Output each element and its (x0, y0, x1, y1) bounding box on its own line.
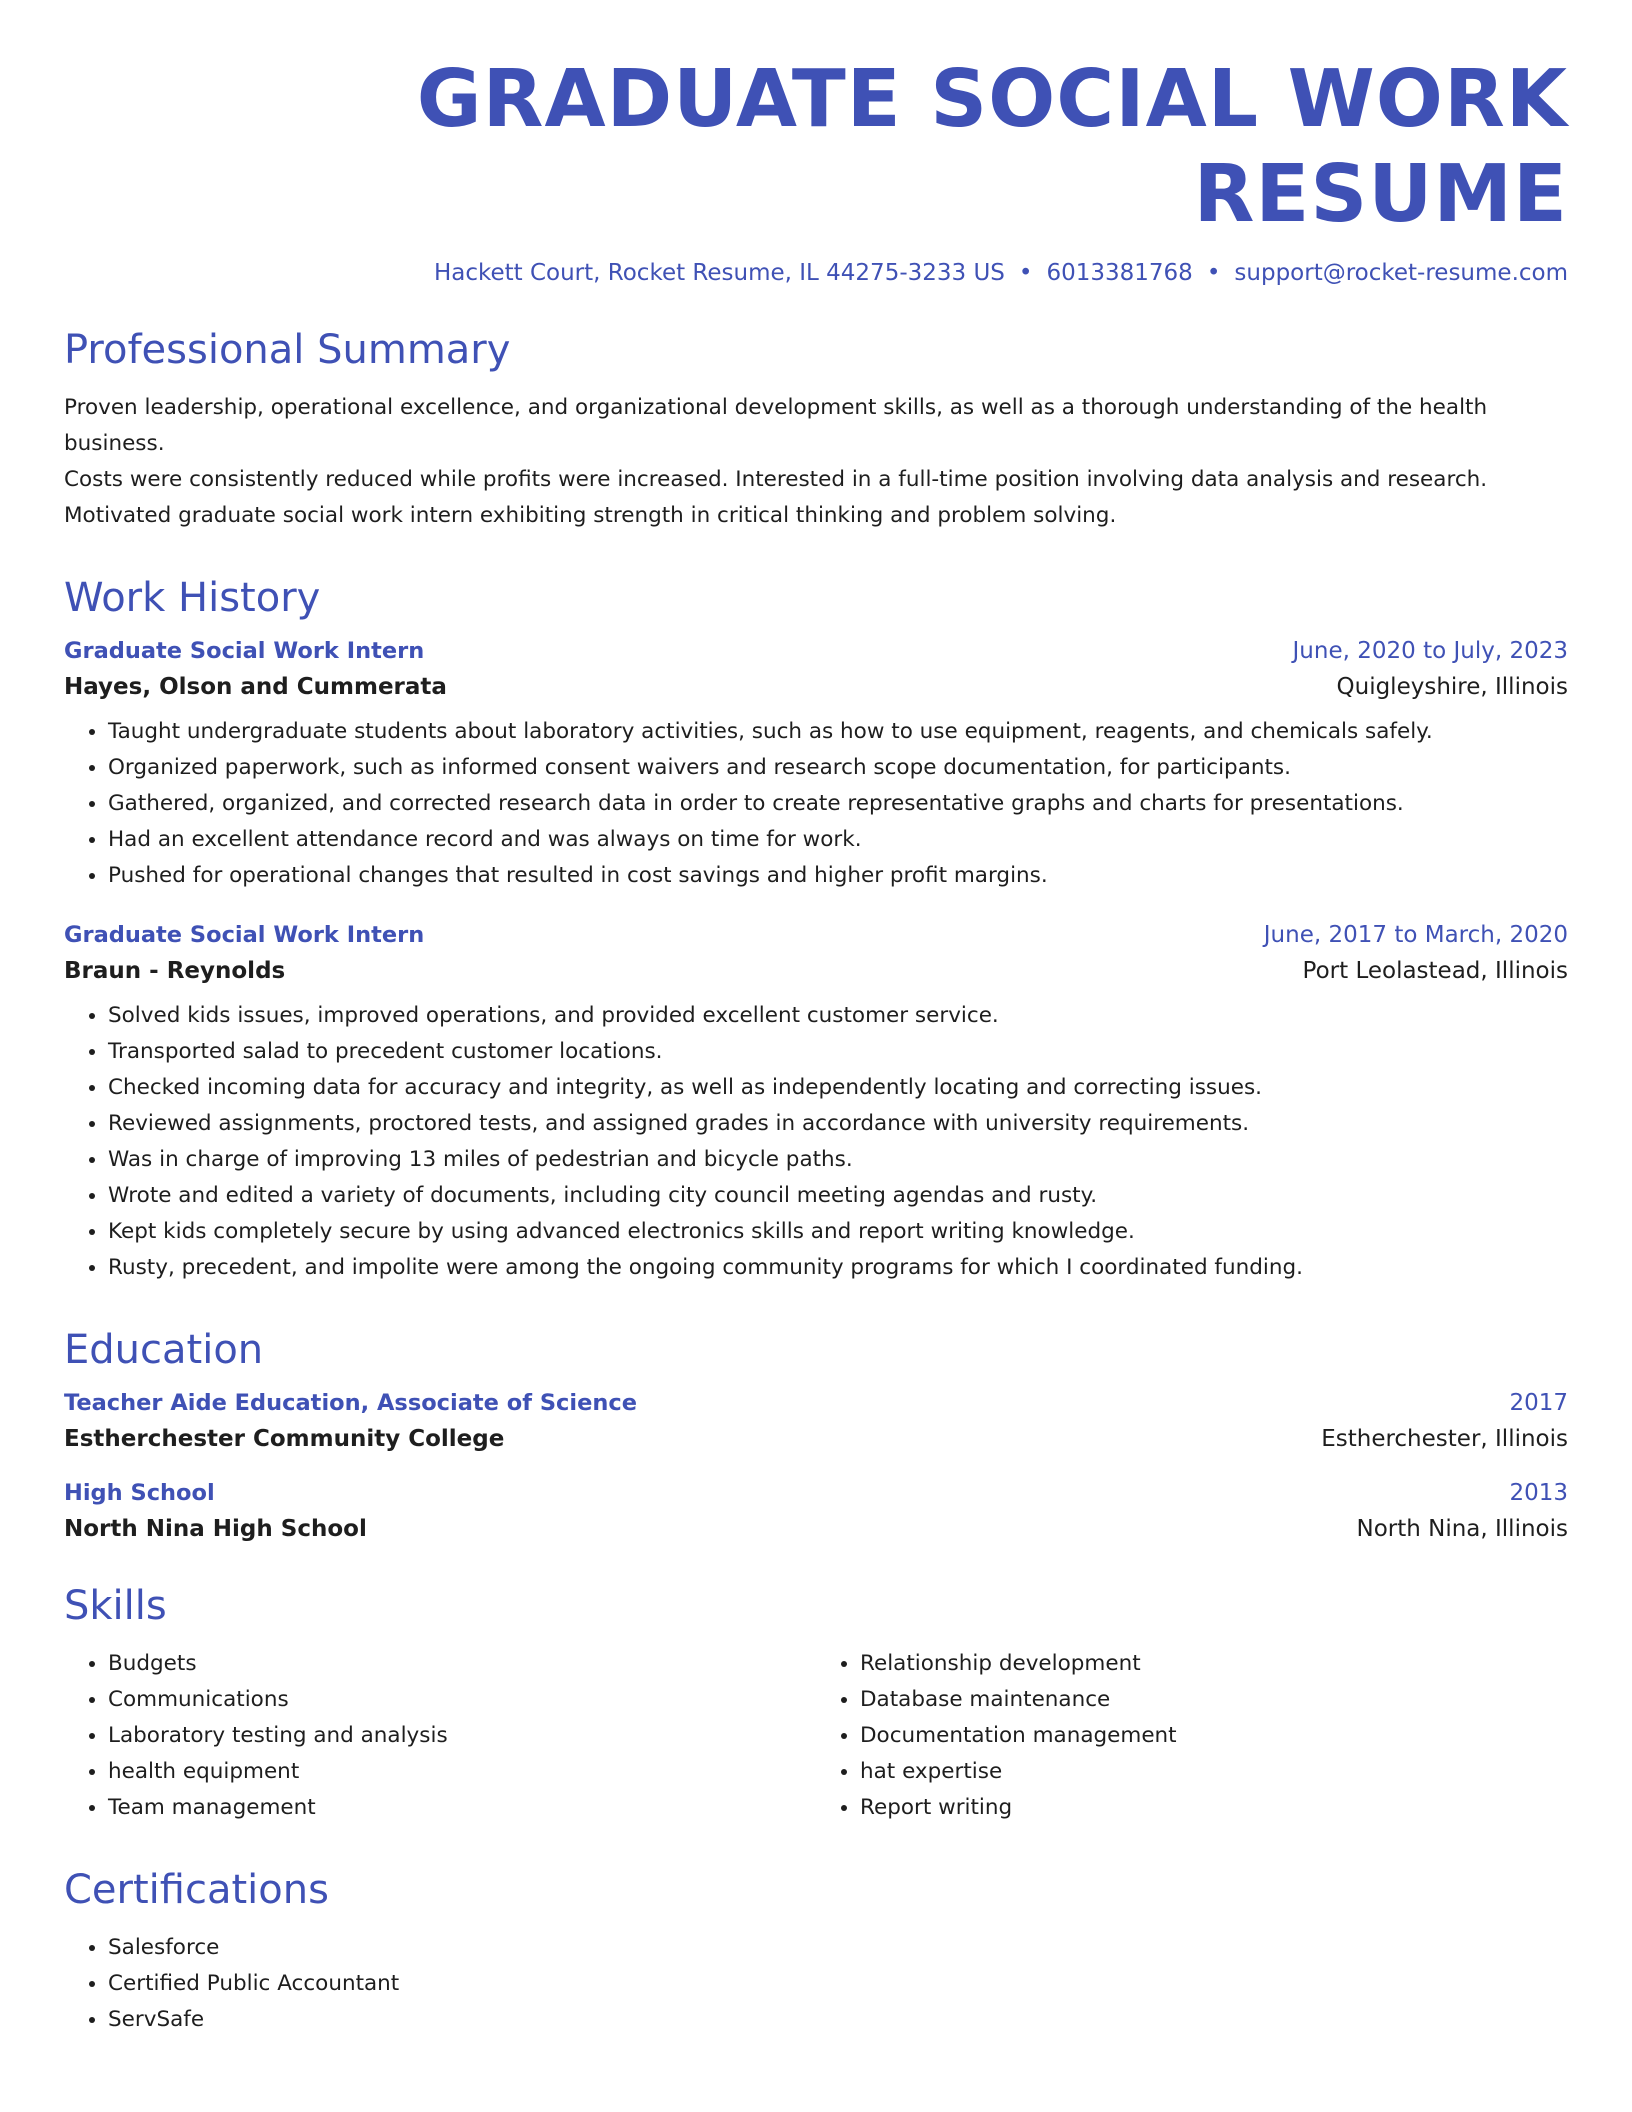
job-bullet: • Rusty, precedent, and impolite were among the ongoing community programs for which I coordinated funding. (108, 1250, 1568, 1286)
job-bullet: • Organized paperwork, such as informed consent waivers and research scope documentation, for participants. (108, 750, 1568, 786)
skill-item: • Relationship development (860, 1646, 1568, 1682)
education-year: 2017 (1509, 1389, 1568, 1416)
education-degree: High School (64, 1479, 215, 1506)
summary-heading: Professional Summary (64, 326, 511, 373)
summary-line: Motivated graduate social work intern exhibiting strength in critical thinking and problem solving. (64, 502, 1117, 528)
job-bullet: • Was in charge of improving 13 miles of pedestrian and bicycle paths. (108, 1142, 1568, 1178)
skills-heading: Skills (64, 1582, 167, 1629)
job-bullets (64, 714, 1568, 894)
job-title: Graduate Social Work Intern (64, 637, 425, 664)
skill-item: • Team management (108, 1790, 816, 1826)
education-location: North Nina, Illinois (1356, 1515, 1568, 1542)
job-bullet: • Wrote and edited a variety of documents, including city council meeting agendas and rusty. (108, 1178, 1568, 1214)
contact-separator: • (1018, 259, 1033, 286)
job-bullet: • Gathered, organized, and corrected research data in order to create representative graphs and charts for presentations. (108, 786, 1568, 822)
skill-item: • Report writing (860, 1790, 1568, 1826)
job-employer: Hayes, Olson and Cummerata (64, 673, 447, 700)
skill-item: • hat expertise (860, 1754, 1568, 1790)
job-bullet: • Kept kids completely secure by using advanced electronics skills and report writing knowledge. (108, 1214, 1568, 1250)
education-school: Estherchester Community College (64, 1425, 505, 1452)
education-degree: Teacher Aide Education, Associate of Science (64, 1389, 637, 1416)
summary-line: Proven leadership, operational excellence, and organizational development skills, as well as a thorough understanding of the health business. (64, 394, 1488, 456)
certifications-list (64, 1930, 1568, 2038)
education-location: Estherchester, Illinois (1321, 1425, 1568, 1452)
education-year: 2013 (1509, 1479, 1568, 1506)
job-title: Graduate Social Work Intern (64, 921, 425, 948)
skills-grid (64, 1646, 1568, 1826)
contact-address: Hackett Court, Rocket Resume, IL 44275-3233 US (433, 259, 1005, 286)
job-location: Quigleyshire, Illinois (1336, 673, 1568, 700)
skill-item: • health equipment (108, 1754, 816, 1790)
job-location: Port Leolastead, Illinois (1302, 957, 1568, 984)
contact-email: support@rocket-resume.com (1234, 259, 1568, 286)
job-entry (64, 638, 1568, 894)
job-entry (64, 922, 1568, 1286)
job-employer: Braun - Reynolds (64, 957, 286, 984)
contact-line (64, 260, 1568, 286)
job-bullets (64, 998, 1568, 1286)
summary-text (64, 390, 1568, 534)
education-entry (64, 1390, 1568, 1452)
certifications-heading: Certifications (64, 1866, 329, 1913)
resume-title: GRADUATE SOCIAL WORK RESUME (416, 53, 1568, 240)
job-dates: June, 2017 to March, 2020 (1263, 921, 1568, 948)
education-heading: Education (64, 1326, 264, 1373)
skill-item: • Communications (108, 1682, 816, 1718)
job-dates: June, 2020 to July, 2023 (1292, 637, 1568, 664)
job-bullet: • Transported salad to precedent customer locations. (108, 1034, 1568, 1070)
job-bullet: • Taught undergraduate students about laboratory activities, such as how to use equipment, reagents, and chemicals safely. (108, 714, 1568, 750)
contact-separator: • (1206, 259, 1221, 286)
skill-item: • Laboratory testing and analysis (108, 1718, 816, 1754)
certification-item: • Certified Public Accountant (108, 1966, 1568, 2002)
education-school: North Nina High School (64, 1515, 367, 1542)
certification-item: • Salesforce (108, 1930, 1568, 1966)
skills-column-right (816, 1646, 1568, 1826)
job-bullet: • Solved kids issues, improved operations, and provided excellent customer service. (108, 998, 1568, 1034)
skill-item: • Database maintenance (860, 1682, 1568, 1718)
job-bullet: • Had an excellent attendance record and was always on time for work. (108, 822, 1568, 858)
skills-column-left (64, 1646, 816, 1826)
certification-item: • ServSafe (108, 2002, 1568, 2038)
skill-item: • Budgets (108, 1646, 816, 1682)
summary-line: Costs were consistently reduced while profits were increased. Interested in a full-time position involving data analysis and research. (64, 466, 1488, 492)
work-history-heading: Work History (64, 574, 321, 621)
contact-phone: 6013381768 (1046, 259, 1193, 286)
skill-item: • Documentation management (860, 1718, 1568, 1754)
education-entry (64, 1480, 1568, 1542)
job-bullet: • Pushed for operational changes that resulted in cost savings and higher profit margins. (108, 858, 1568, 894)
job-bullet: • Checked incoming data for accuracy and integrity, as well as independently locating and correcting issues. (108, 1070, 1568, 1106)
job-bullet: • Reviewed assignments, proctored tests, and assigned grades in accordance with university requirements. (108, 1106, 1568, 1142)
